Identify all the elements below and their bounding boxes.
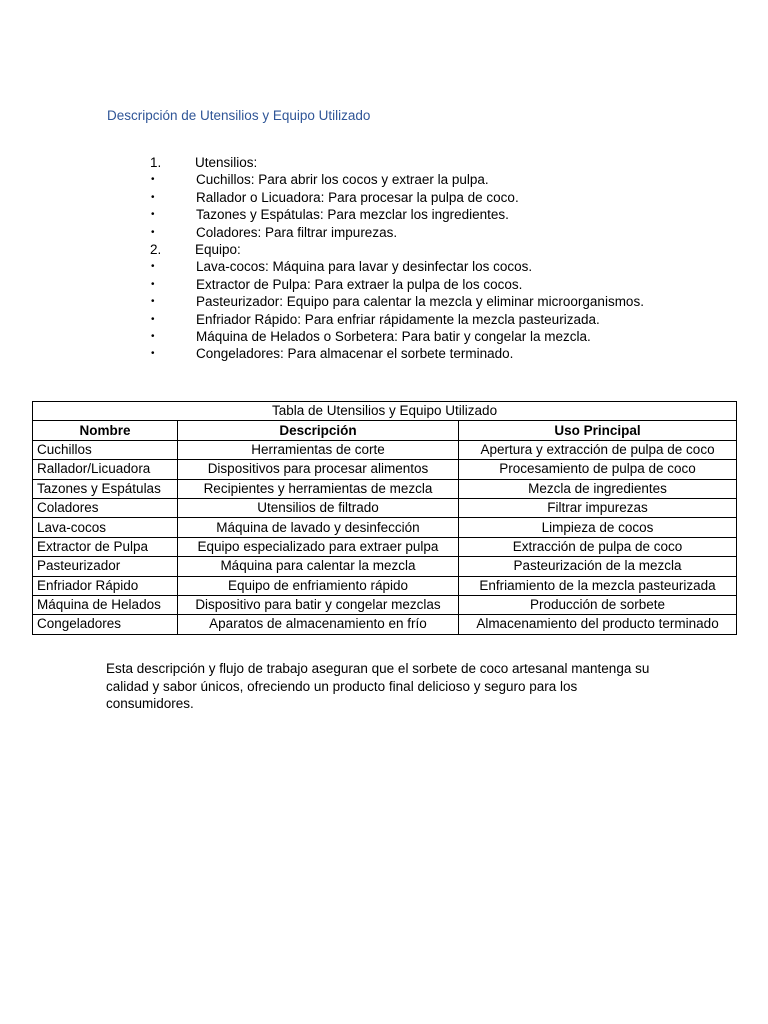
- cell-nombre: Enfriador Rápido: [33, 576, 178, 595]
- cell-uso-principal: Producción de sorbete: [459, 595, 737, 614]
- bullet-marker: •: [151, 261, 155, 273]
- cell-nombre: Pasteurizador: [33, 557, 178, 576]
- list-item: [150, 241, 644, 258]
- closing-paragraph: Esta descripción y flujo de trabajo aseguran que el sorbete de coco artesanal mantenga su calidad y sabor únicos, ofreciendo un producto final delicioso y seguro para los consumidores.: [106, 661, 650, 711]
- cell-nombre: Coladores: [33, 498, 178, 517]
- bullet-marker: •: [151, 191, 155, 203]
- list-item-text: Tazones y Espátulas: Para mezclar los ingredientes.: [196, 207, 509, 223]
- number-marker: 2.: [150, 241, 162, 257]
- bullet-marker: •: [151, 278, 155, 290]
- list-item-text: Extractor de Pulpa: Para extraer la pulpa de los cocos.: [196, 276, 523, 292]
- cell-uso-principal: Procesamiento de pulpa de coco: [459, 460, 737, 479]
- cell-descripcion: Equipo especializado para extraer pulpa: [178, 537, 459, 556]
- cell-descripcion: Dispositivos para procesar alimentos: [178, 460, 459, 479]
- cell-descripcion: Equipo de enfriamiento rápido: [178, 576, 459, 595]
- table-row: [33, 615, 737, 634]
- cell-descripcion: Utensilios de filtrado: [178, 498, 459, 517]
- cell-nombre: Tazones y Espátulas: [33, 479, 178, 498]
- bullet-marker: •: [151, 313, 155, 325]
- cell-descripcion: Aparatos de almacenamiento en frío: [178, 615, 459, 634]
- list-item-text: Cuchillos: Para abrir los cocos y extraer la pulpa.: [196, 172, 489, 188]
- table-header-row: [33, 421, 737, 440]
- cell-uso-principal: Almacenamiento del producto terminado: [459, 615, 737, 634]
- utensils-equipment-list: [150, 154, 644, 363]
- list-item: [150, 258, 644, 275]
- cell-uso-principal: Filtrar impurezas: [459, 498, 737, 517]
- cell-descripcion: Herramientas de corte: [178, 440, 459, 459]
- cell-uso-principal: Enfriamiento de la mezcla pasteurizada: [459, 576, 737, 595]
- cell-uso-principal: Extracción de pulpa de coco: [459, 537, 737, 556]
- table-caption-row: [33, 402, 737, 421]
- bullet-marker: •: [151, 226, 155, 238]
- list-item-text: Pasteurizador: Equipo para calentar la mezcla y eliminar microorganismos.: [196, 294, 644, 310]
- list-item-text: Rallador o Licuadora: Para procesar la pulpa de coco.: [196, 189, 519, 205]
- list-item-text: Utensilios:: [195, 155, 258, 170]
- list-item: [150, 154, 644, 171]
- bullet-marker: •: [151, 209, 155, 221]
- list-item-text: Congeladores: Para almacenar el sorbete terminado.: [196, 346, 514, 362]
- list-item-text: Enfriador Rápido: Para enfriar rápidamente la mezcla pasteurizada.: [196, 311, 600, 327]
- cell-nombre: Lava-cocos: [33, 518, 178, 537]
- list-item: [150, 328, 644, 345]
- section-heading: Descripción de Utensilios y Equipo Utilizado: [107, 108, 371, 123]
- bullet-marker: •: [151, 348, 155, 360]
- bullet-marker: •: [151, 174, 155, 186]
- table-row: [33, 595, 737, 614]
- cell-uso-principal: Pasteurización de la mezcla: [459, 557, 737, 576]
- list-item-text: Lava-cocos: Máquina para lavar y desinfectar los cocos.: [196, 259, 533, 275]
- cell-uso-principal: Apertura y extracción de pulpa de coco: [459, 440, 737, 459]
- table-row: [33, 460, 737, 479]
- list-item: [150, 189, 644, 206]
- cell-descripcion: Máquina de lavado y desinfección: [178, 518, 459, 537]
- list-item-text: Coladores: Para filtrar impurezas.: [196, 224, 398, 240]
- list-item: [150, 206, 644, 223]
- cell-nombre: Máquina de Helados: [33, 595, 178, 614]
- table-row: [33, 518, 737, 537]
- cell-descripcion: Máquina para calentar la mezcla: [178, 557, 459, 576]
- list-item-text: Máquina de Helados o Sorbetera: Para batir y congelar la mezcla.: [196, 328, 591, 344]
- table-row: [33, 537, 737, 556]
- bullet-marker: •: [151, 296, 155, 308]
- table-row: [33, 479, 737, 498]
- table-row: [33, 440, 737, 459]
- cell-nombre: Extractor de Pulpa: [33, 537, 178, 556]
- list-item-text: Equipo:: [195, 241, 241, 257]
- table-row: [33, 498, 737, 517]
- utensils-equipment-table: [32, 401, 737, 635]
- cell-uso-principal: Mezcla de ingredientes: [459, 479, 737, 498]
- table-row: [33, 576, 737, 595]
- header-uso-principal: Uso Principal: [459, 421, 737, 440]
- list-item: [150, 345, 644, 362]
- list-item: [150, 276, 644, 293]
- bullet-marker: •: [151, 330, 155, 342]
- cell-nombre: Cuchillos: [33, 440, 178, 459]
- cell-nombre: Rallador/Licuadora: [33, 460, 178, 479]
- table-caption: Tabla de Utensilios y Equipo Utilizado: [33, 402, 737, 421]
- cell-descripcion: Recipientes y herramientas de mezcla: [178, 479, 459, 498]
- cell-descripcion: Dispositivo para batir y congelar mezclas: [178, 595, 459, 614]
- list-item: [150, 224, 644, 241]
- number-marker: 1.: [150, 155, 162, 170]
- cell-nombre: Congeladores: [33, 615, 178, 634]
- cell-uso-principal: Limpieza de cocos: [459, 518, 737, 537]
- table-row: [33, 557, 737, 576]
- header-nombre: Nombre: [33, 421, 178, 440]
- list-item: [150, 311, 644, 328]
- list-item: [150, 171, 644, 188]
- header-descripcion: Descripción: [178, 421, 459, 440]
- list-item: [150, 293, 644, 310]
